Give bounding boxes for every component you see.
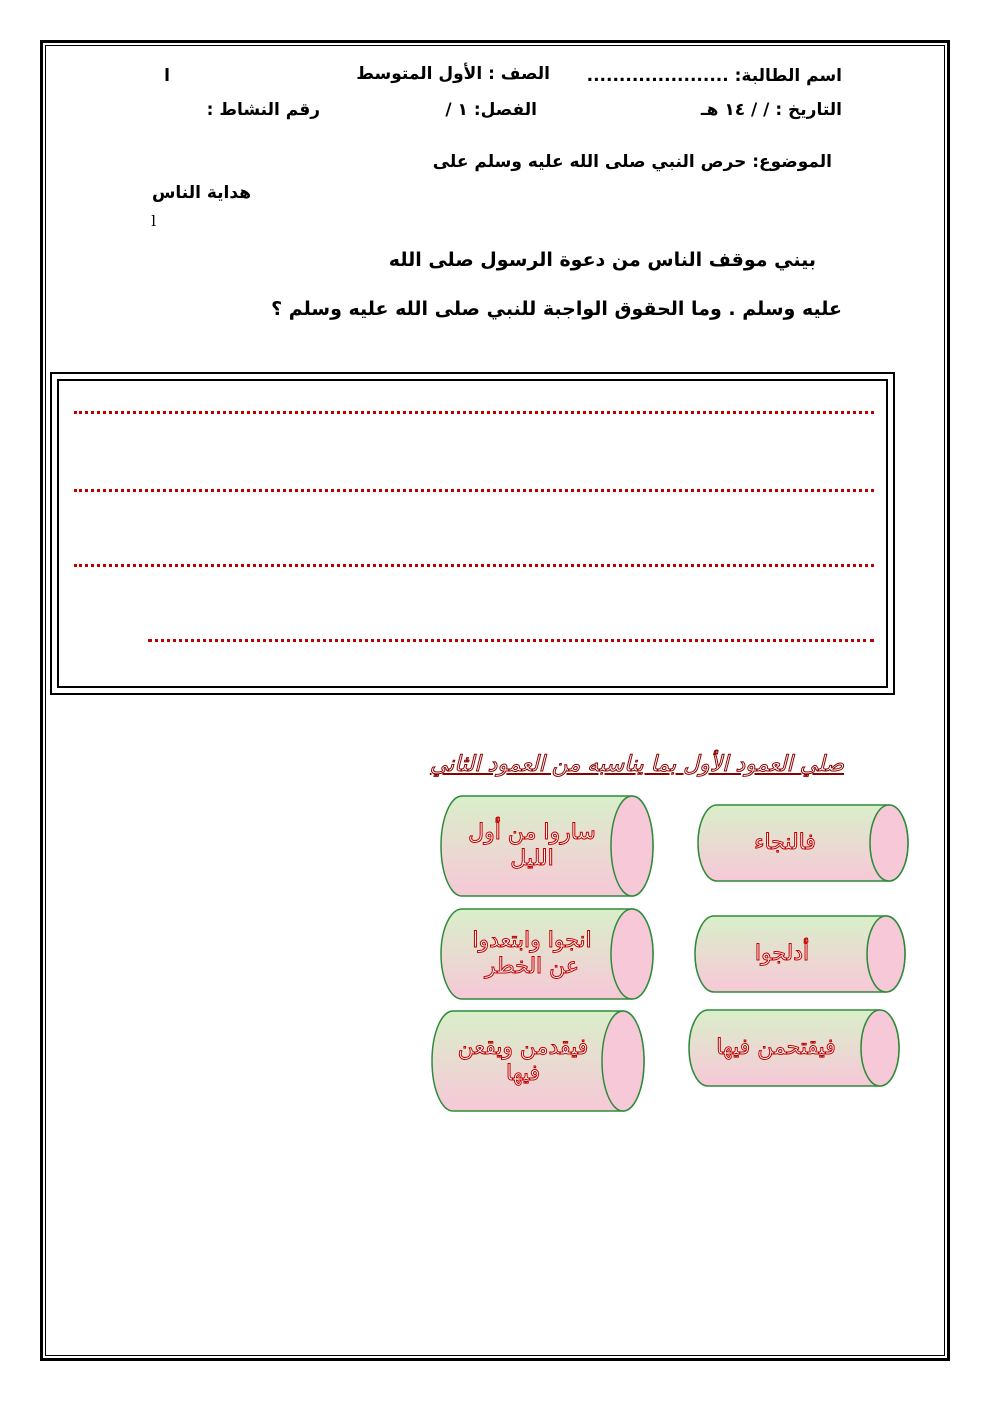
- question-line-2: عليه وسلم . وما الحقوق الواجبة للنبي صلى الله عليه وسلم ؟: [271, 298, 842, 320]
- activity-number-label: رقم النشاط :: [206, 100, 320, 120]
- student-name-label: اسم الطالبة: ......................: [586, 66, 842, 86]
- stray-mark: l: [151, 212, 156, 230]
- column-one-item-3[interactable]: [688, 1009, 900, 1087]
- column-one-label-1: فالنجاء: [754, 830, 816, 855]
- question-line-1: بيني موقف الناس من دعوة الرسول صلى الله: [388, 249, 816, 271]
- answer-line-4[interactable]: [148, 639, 874, 642]
- column-two-item-1[interactable]: [442, 795, 654, 897]
- column-one-item-2[interactable]: [694, 915, 906, 993]
- class-section: ا: [164, 66, 170, 86]
- answer-line-2[interactable]: [74, 489, 874, 492]
- column-two-label-3: فيقدمن ويقعن فيها: [457, 1035, 589, 1086]
- column-one-label-3: فيقتحمن فيها: [716, 1035, 836, 1060]
- topic-line-1: الموضوع: حرص النبي صلى الله عليه وسلم على: [432, 152, 832, 172]
- column-two-label-2: انجوا وابتعدوا عن الخطر: [472, 928, 592, 979]
- date-label: التاريخ : / / ١٤ هـ: [700, 100, 842, 120]
- matching-instruction: صلي العمود الأول بما يناسبه من العمود الثاني: [429, 752, 844, 777]
- topic-line-2: هداية الناس: [151, 183, 251, 203]
- column-two-item-2[interactable]: [442, 908, 654, 1000]
- class-label: الصف : الأول المتوسط: [356, 64, 550, 84]
- column-two-item-3[interactable]: [433, 1010, 645, 1112]
- answer-line-1[interactable]: [74, 411, 874, 414]
- column-one-label-2: أدلجوا: [754, 941, 810, 966]
- answer-line-3[interactable]: [74, 564, 874, 567]
- column-two-label-1: ساروا من أول الليل: [468, 820, 596, 871]
- term-label: الفصل: ١ /: [445, 100, 537, 120]
- column-one-item-1[interactable]: [697, 804, 909, 882]
- page-border-inner: [45, 45, 945, 1356]
